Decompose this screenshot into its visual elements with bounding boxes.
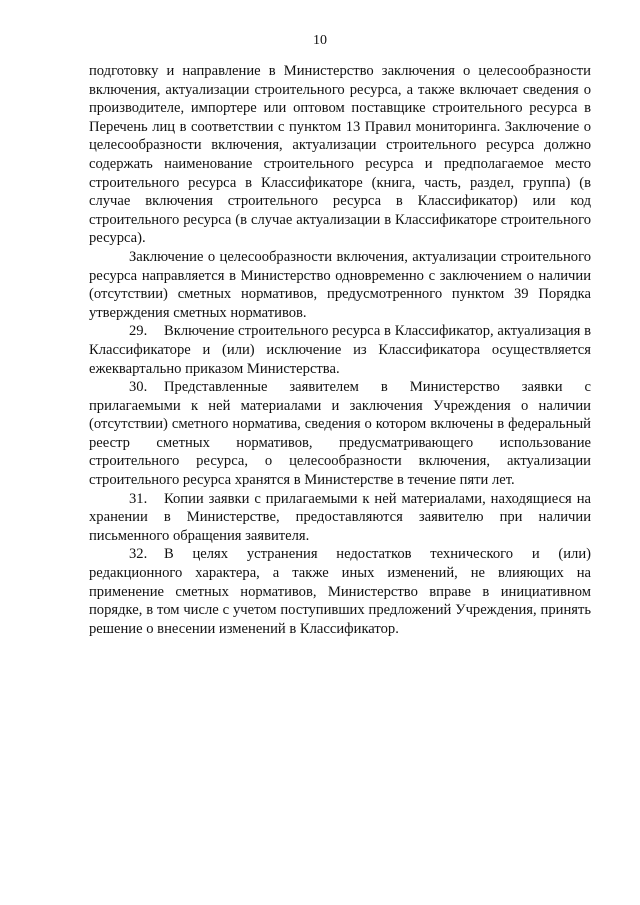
paragraph-conclusion: [89, 248, 591, 322]
document-body: [89, 62, 591, 638]
paragraph-number: 29.: [129, 323, 148, 340]
paragraph-29: [89, 322, 591, 378]
paragraph-30: [89, 378, 591, 490]
paragraph-text: В целях устранения недостатков технического и (или) редакционного характера, а также иных изменений, не влияющих на применение сметных нормативов, Министерство вправе в инициативном порядке, в том числе с учетом поступивших предложений Учреждения, принять решение о внесении изменений в Классификатор.: [89, 546, 591, 637]
paragraph-number: 30.: [129, 379, 148, 396]
paragraph-number: 31.: [129, 490, 148, 507]
page-number: 10: [313, 33, 327, 48]
paragraph-text: Включение строительного ресурса в Классификатор, актуализация в Классификаторе и (или) исключение из Классификатора осуществляется ежеквартально приказом Министерства.: [89, 323, 591, 377]
paragraph-32: [89, 545, 591, 638]
paragraph-number: 32.: [129, 546, 148, 563]
paragraph-text: Копии заявки с прилагаемыми к ней материалами, находящиеся на хранении в Министерстве, предоставляются заявителю при наличии письменного обращения заявителя.: [89, 490, 591, 544]
paragraph-continuation: [89, 62, 591, 248]
paragraph-text: подготовку и направление в Министерство заключения о целесообразности включения, актуализации строительного ресурса, а также включает сведения о производителе, импортере или оптовом поставщике строительного ресурса в Перечень лиц в соответствии с пунктом 13 Правил мониторинга. Заключение о целесообразности включения, актуализации строительного ресурса должно содержать наименование строительного ресурса и предполагаемое место строительного ресурса в Классификаторе (книга, часть, раздел, группа) (в случае включения строительного ресурса в Классификатор) или код строительного ресурса (в случае актуализации в Классификаторе строительного ресурса).: [89, 63, 591, 247]
paragraph-text: Заключение о целесообразности включения, актуализации строительного ресурса направляется в Министерство одновременно с заключением о наличии (отсутствии) сметных нормативов, предусмотренного пунктом 39 Порядка утверждения сметных нормативов.: [89, 248, 591, 321]
paragraph-text: Представленные заявителем в Министерство заявки с прилагаемыми к ней материалами и заключения Учреждения о наличии (отсутствии) сметного норматива, сведения о котором включены в федеральный реестр сметных нормативов, предусматривающего использование строительного ресурса, о целесообразности включения, актуализации строительного ресурса хранятся в Министерстве в течение пяти лет.: [89, 379, 591, 489]
paragraph-31: [89, 490, 591, 546]
